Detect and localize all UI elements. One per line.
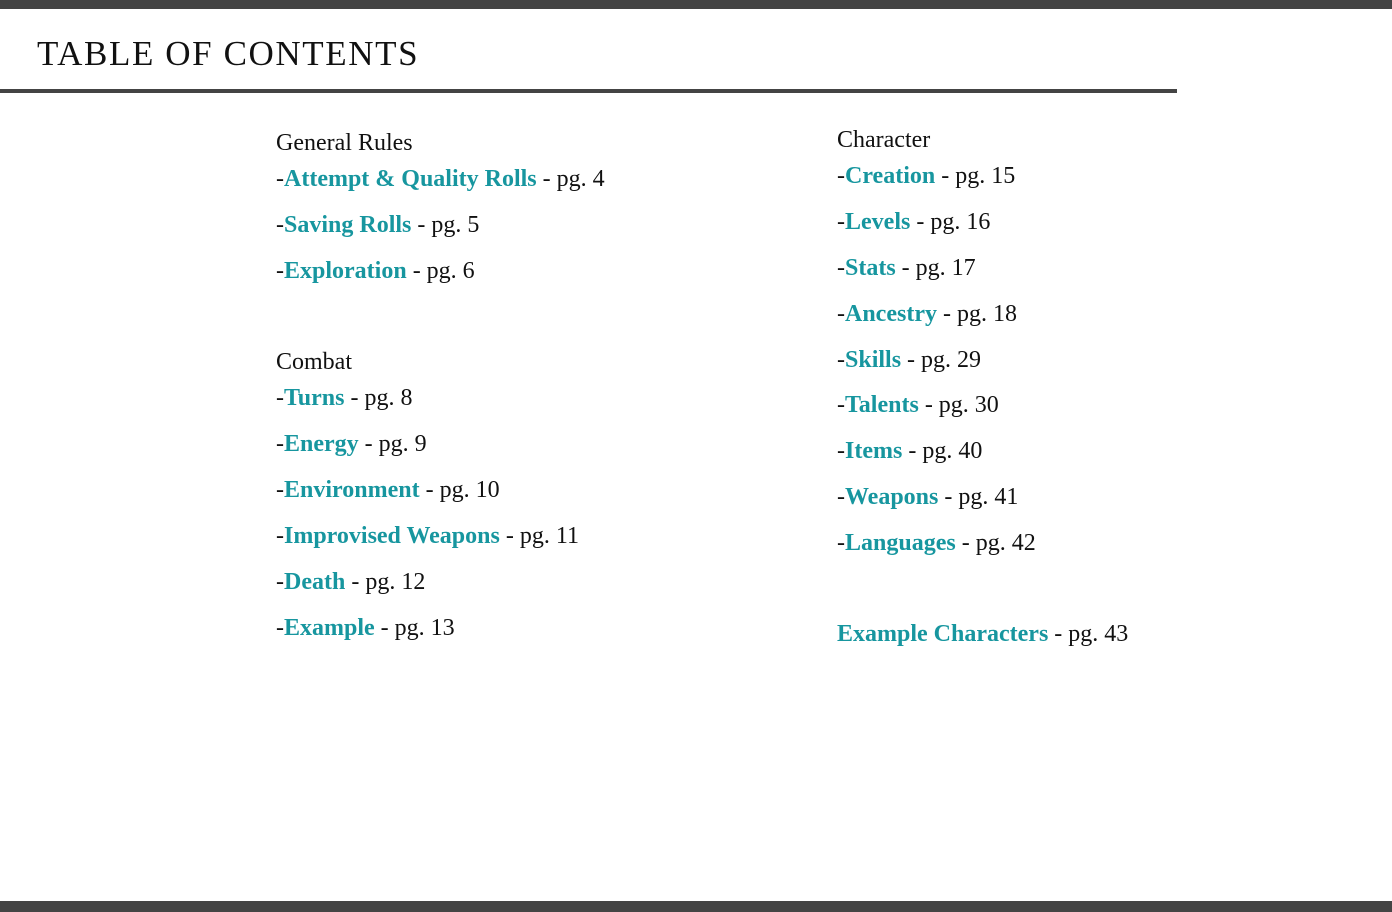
toc-entry [837,436,982,466]
toc-link-saving-rolls[interactable]: Saving Rolls [284,212,412,238]
toc-entry [837,161,1015,191]
toc-entry-example-characters [837,619,1128,649]
toc-link-languages[interactable]: Languages [845,530,956,556]
toc-entry [837,528,1036,558]
toc-link-attempt-quality-rolls[interactable]: Attempt & Quality Rolls [284,166,537,192]
top-border-bar [0,0,1392,9]
toc-entry [837,299,1017,329]
entry-page-ref: - pg. 10 [419,477,500,503]
toc-entry [837,253,976,283]
entry-dash: - [276,212,284,238]
entry-dash: - [276,569,284,595]
entry-dash: - [837,392,845,418]
entry-dash: - [276,258,284,284]
entry-page-ref: - pg. 18 [936,301,1017,327]
entry-dash: - [837,255,845,281]
toc-entry [837,390,999,420]
toc-link-improvised-weapons[interactable]: Improvised Weapons [284,523,500,549]
toc-entry [276,383,413,413]
entry-page-ref: - pg. 15 [935,163,1016,189]
entry-page-ref: - pg. 9 [358,431,427,457]
toc-link-stats[interactable]: Stats [845,255,896,281]
toc-entry [837,345,981,375]
toc-link-exploration[interactable]: Exploration [284,258,407,284]
toc-link-items[interactable]: Items [845,438,903,464]
entry-page-ref: - pg. 30 [918,392,999,418]
toc-entry [276,567,425,597]
toc-link-energy[interactable]: Energy [284,431,359,457]
entry-dash: - [837,438,845,464]
toc-entry [276,210,479,240]
entry-page-ref: - pg. 12 [345,569,426,595]
entry-dash: - [837,163,845,189]
toc-entry [276,256,475,286]
toc-entry [276,429,427,459]
entry-dash: - [837,301,845,327]
toc-link-skills[interactable]: Skills [845,347,902,373]
toc-link-ancestry[interactable]: Ancestry [845,301,937,327]
entry-dash: - [837,209,845,235]
entry-page-ref: - pg. 4 [536,166,605,192]
toc-entry [837,207,990,237]
toc-entry [837,482,1018,512]
toc-entry [276,164,605,194]
toc-entry [276,521,579,551]
section-heading-combat: Combat [276,349,352,375]
toc-link-weapons[interactable]: Weapons [845,484,939,510]
section-heading-character: Character [837,127,931,153]
entry-page-ref: - pg. 17 [895,255,976,281]
entry-page-ref: - pg. 16 [910,209,991,235]
entry-page-ref: - pg. 11 [499,523,579,549]
title-divider [0,89,1177,93]
entry-dash: - [276,477,284,503]
entry-dash: - [837,347,845,373]
toc-entry [276,475,500,505]
entry-dash: - [837,484,845,510]
toc-link-creation[interactable]: Creation [845,163,936,189]
page-title: TABLE OF CONTENTS [37,34,420,73]
entry-dash: - [276,166,284,192]
toc-link-death[interactable]: Death [284,569,346,595]
entry-page-ref: - pg. 40 [902,438,983,464]
entry-dash: - [276,523,284,549]
entry-dash: - [276,385,284,411]
entry-page-ref: - pg. 43 [1048,621,1129,647]
toc-entry [276,613,455,643]
entry-page-ref: - pg. 42 [955,530,1036,556]
toc-link-example[interactable]: Example [284,615,375,641]
toc-link-levels[interactable]: Levels [845,209,911,235]
entry-page-ref: - pg. 5 [411,212,480,238]
section-heading-general-rules: General Rules [276,130,413,156]
entry-page-ref: - pg. 13 [374,615,455,641]
entry-dash: - [276,615,284,641]
toc-link-talents[interactable]: Talents [845,392,919,418]
entry-dash: - [837,530,845,556]
bottom-border-bar [0,901,1392,912]
entry-page-ref: - pg. 8 [344,385,413,411]
entry-dash: - [276,431,284,457]
entry-page-ref: - pg. 6 [406,258,475,284]
entry-page-ref: - pg. 41 [938,484,1019,510]
toc-link-example-characters[interactable]: Example Characters [837,621,1049,647]
entry-page-ref: - pg. 29 [901,347,982,373]
toc-link-turns[interactable]: Turns [284,385,345,411]
toc-link-environment[interactable]: Environment [284,477,420,503]
